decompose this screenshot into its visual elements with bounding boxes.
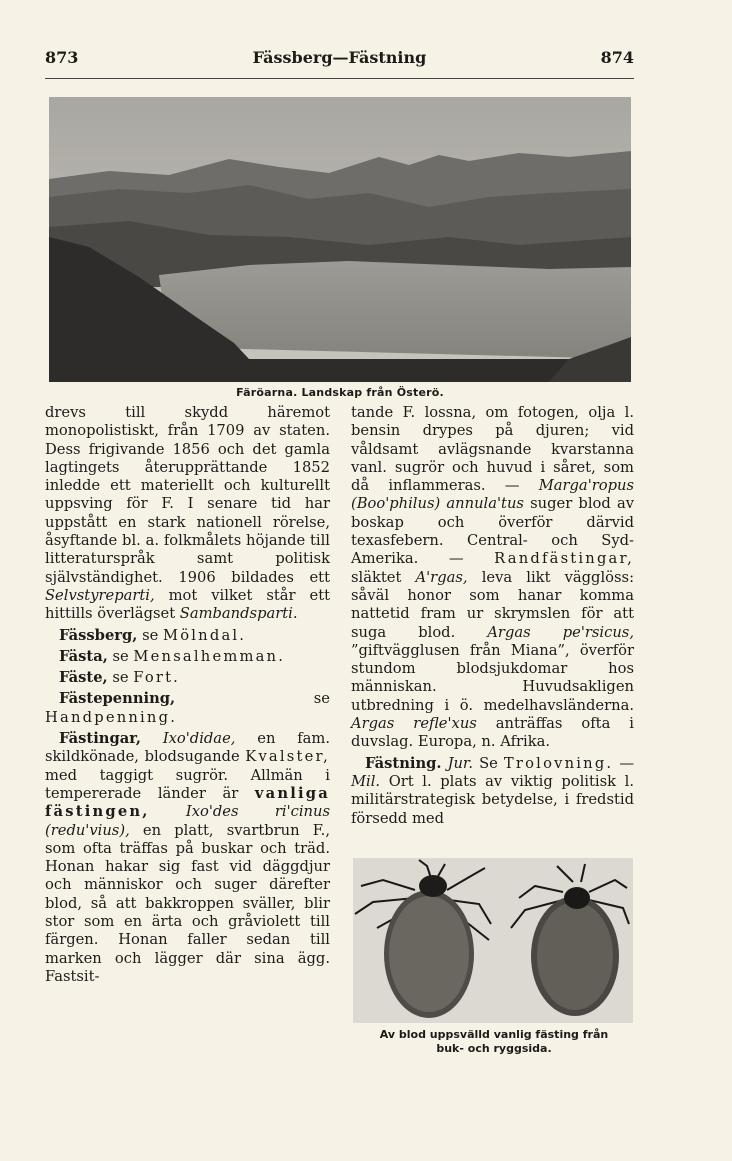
right-column (351, 404, 634, 828)
landscape-photo (49, 97, 631, 382)
entry-fassberg: Fässberg, se Mölndal. (59, 626, 247, 644)
entry-fastingar: Fästingar, Ixo'didae, en fam. skildkönade, blodsugande Kvalster, med taggigt sugrör. Allmän i tempererade länder är vanliga fästingen, Ixo'des ri'cinus (redu'vius), en platt, svartbrun F., som ofta träffas på buskar och träd. Honan hakar sig fast vid däggdjur och människor och suger därefter blod, så att bakkroppen sväller, blir stor som en ärta och gråviolett till färgen. Honan faller sedan till marken och lägger där sina ägg. Fastsit- (45, 730, 331, 985)
tick-photo (353, 858, 633, 1023)
page-number-left: 873 (45, 48, 79, 67)
page-header (45, 48, 634, 70)
entry-fastning: Fästning. Jur. Se Trolovning. — Mil. Ort l. plats av viktig politisk l. militärstrategisk betydelse, i fredstid försedd med (351, 754, 635, 827)
tick-caption: Av blod uppsvälld vanlig fästing från buk- och ryggsida. (379, 1028, 609, 1055)
entry-faste: Fäste, se Fort. (59, 669, 181, 687)
left-column (45, 404, 330, 986)
entry-fastepenning: Fästepenning, se Handpenning. (45, 690, 330, 726)
intro-paragraph: drevs till skydd häremot monopolistiskt, från 1709 av staten. Dess frigivande 1856 och det gamla lagtingets återupprättande 1852 inledde ett materiellt och kulturellt uppsving för F. I senare tid har uppstått en stark nationell rörelse, åsyftande bl. a. folkmålets höjande till litteraturspråk samt politisk självständighet. 1906 bildades ett Selvstyreparti, mot vilket står ett hittills överlägset Sambandsparti. (45, 404, 330, 623)
entry-fasta: Fästa, se Mensalhemman. (59, 647, 286, 665)
ticks-paragraph: tande F. lossna, om fotogen, olja l. bensin drypes på djuren; vid våldsamt avlägsnande kvarstanna vanl. sugrör och huvud i såret, som då inflammeras. — Marga'ropus (Boo'philus) annula'tus suger blod av boskap och överför därvid texasfebern. Central- och Syd-Amerika. — Randfästingar, släktet A'rgas, leva likt vägglöss: såväl honor som hanar komma nattetid fram ur skrymslen för att suga blod. Argas pe'rsicus, ”giftvägglusen från Miana”, överför stundom blodsjukdomar hos människan. Huvudsakligen utbredning i ö. medelhavsländerna. Argas refle'xus anträffas ofta i duvslag. Europa, n. Afrika. (351, 404, 635, 751)
page-number-right: 874 (600, 48, 634, 67)
header-rule (45, 78, 634, 79)
landscape-caption: Färöarna. Landskap från Österö. (236, 386, 444, 399)
page-title: Fässberg—Fästning (252, 48, 427, 67)
